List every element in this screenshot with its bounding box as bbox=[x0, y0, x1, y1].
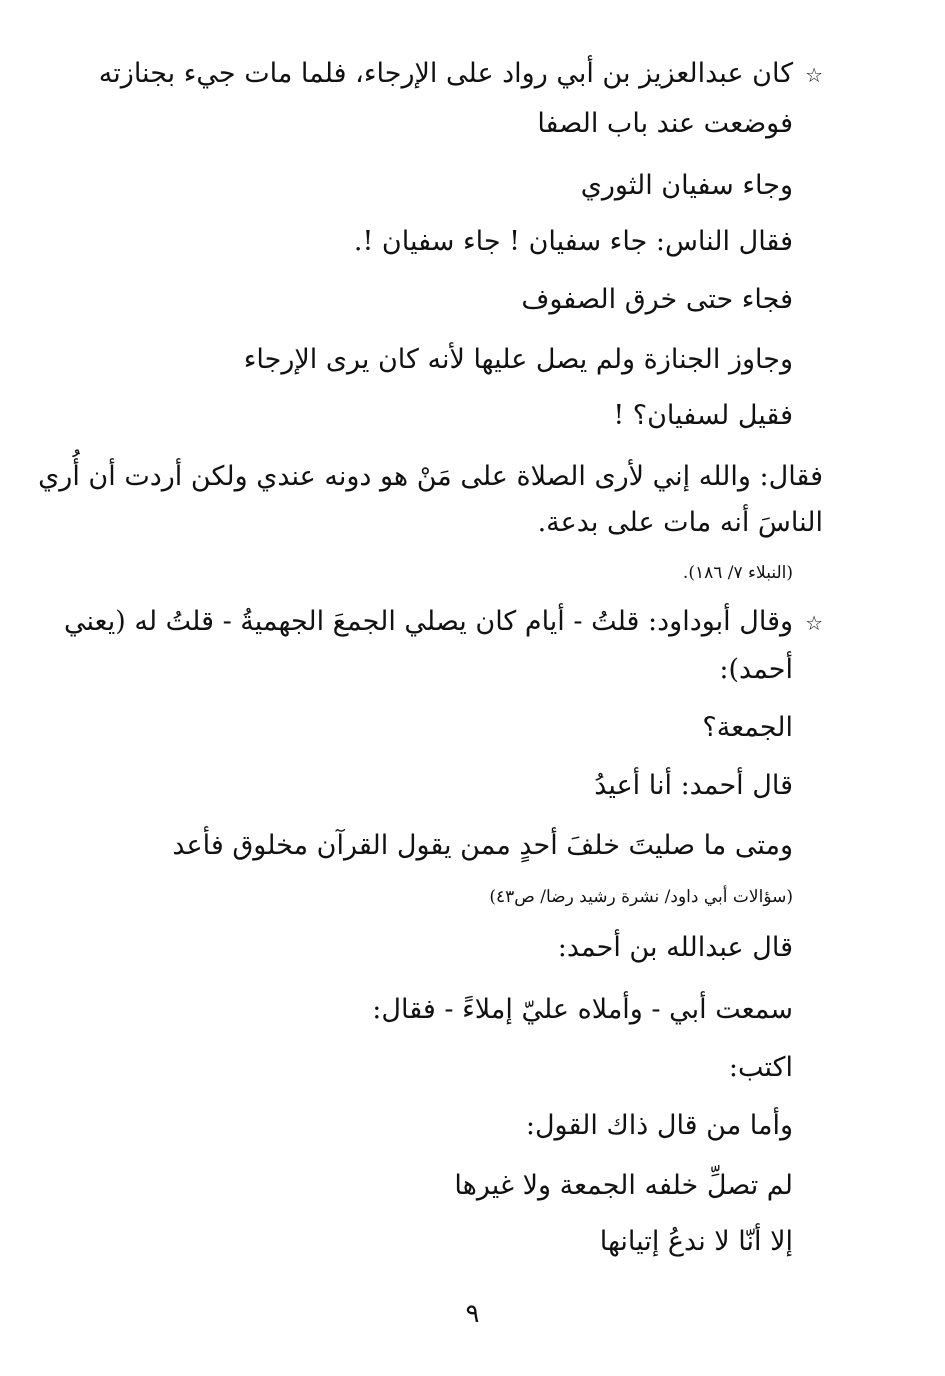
page-number: ٩ bbox=[465, 1299, 480, 1329]
paragraph-2-line-1 bbox=[64, 602, 823, 643]
paragraph-1-line-9: الناسَ أنه مات على بدعة. bbox=[537, 507, 823, 538]
paragraph-3-line-2: سمعت أبي - وأملاه عليّ إملاءً - فقال: bbox=[372, 994, 793, 1025]
paragraph-3-line-3: اكتب: bbox=[728, 1052, 793, 1083]
paragraph-1-line-5: فجاء حتى خرق الصفوف bbox=[521, 284, 793, 315]
paragraph-2-line-2: أحمد): bbox=[719, 654, 793, 685]
paragraph-2-line-4: قال أحمد: أنا أعيدُ bbox=[594, 770, 793, 801]
star-bullet-icon: ☆ bbox=[805, 63, 823, 87]
source-citation-1: (النبلاء ٧/ ١٨٦). bbox=[682, 563, 793, 583]
paragraph-2-line-5: ومتى ما صليتَ خلفَ أحدٍ ممن يقول القرآن مخلوق فأعد bbox=[172, 830, 793, 861]
paragraph-2-line-3: الجمعة؟ bbox=[702, 712, 793, 743]
paragraph-1-line-7: فقيل لسفيان؟ ! bbox=[613, 400, 793, 431]
paragraph-3-line-6: إلا أنّا لا ندعُ إتيانها bbox=[599, 1226, 793, 1257]
star-bullet-icon: ☆ bbox=[805, 611, 823, 635]
paragraph-1-line-4: فقال الناس: جاء سفيان ! جاء سفيان !. bbox=[353, 226, 793, 257]
line-text: وقال أبوداود: قلتُ - أيام كان يصلي الجمعَ الجهميةُ - قلتُ له (يعني bbox=[64, 606, 794, 637]
paragraph-1-line-8: فقال: والله إني لأرى الصلاة على مَنْ هو دونه عندي ولكن أردت أن أُري bbox=[38, 461, 823, 492]
source-citation-2: (سؤالات أبي داود/ نشرة رشيد رضا/ ص٤٣) bbox=[489, 887, 793, 907]
paragraph-1-line-2: فوضعت عند باب الصفا bbox=[537, 108, 793, 139]
line-text: كان عبدالعزيز بن أبي رواد على الإرجاء، فلما مات جيء بجنازته bbox=[98, 58, 794, 89]
paragraph-3-line-1: قال عبدالله بن أحمد: bbox=[557, 932, 793, 963]
paragraph-1-line-1 bbox=[99, 54, 823, 95]
paragraph-1-line-6: وجاوز الجنازة ولم يصل عليها لأنه كان يرى الإرجاء bbox=[243, 344, 793, 375]
paragraph-3-line-4: وأما من قال ذاك القول: bbox=[525, 1110, 793, 1141]
paragraph-1-line-3: وجاء سفيان الثوري bbox=[580, 170, 793, 201]
paragraph-3-line-5: لم تصلِّ خلفه الجمعة ولا غيرها bbox=[454, 1170, 793, 1201]
